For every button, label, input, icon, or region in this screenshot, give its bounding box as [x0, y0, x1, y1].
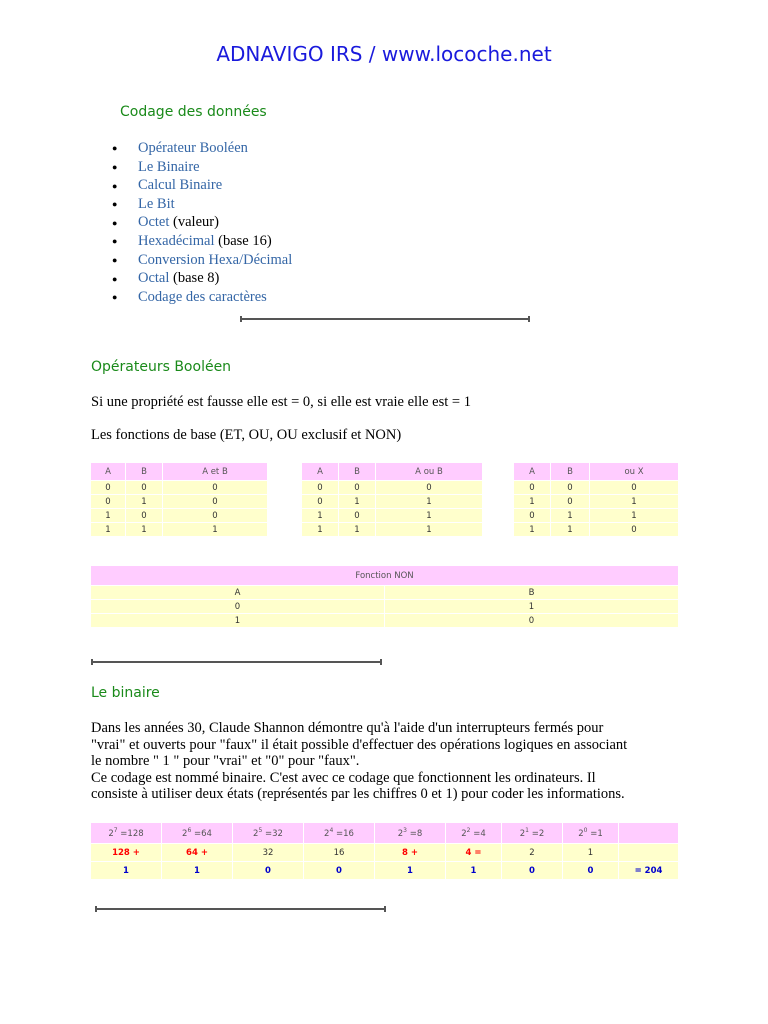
section-title-booleen: Opérateurs Booléen [91, 359, 232, 375]
value-cell: 1 [563, 844, 618, 861]
total-cell: = 204 [619, 862, 678, 879]
table-header: B [551, 463, 589, 480]
power-header: $2^6 =64$ [162, 823, 232, 843]
table-header: A [302, 463, 338, 480]
bullet-icon: ● [112, 292, 118, 303]
text-line: consiste à utiliser deux états (représentés par les chiffres 0 et 1) pour coder les informations. [91, 786, 625, 803]
table-cell: 0 [590, 481, 678, 494]
table-cell: 1 [514, 523, 550, 536]
toc-link-operateur-booleen[interactable]: Opérateur Booléen [138, 140, 248, 156]
table-cell: 1 [91, 523, 125, 536]
table-cell: 0 [339, 509, 375, 522]
value-cell: 2 [502, 844, 562, 861]
value-cell [619, 844, 678, 861]
table-cell: 0 [385, 614, 678, 627]
section-divider [91, 661, 382, 663]
table-header: A [91, 586, 384, 599]
table-cell: 0 [590, 523, 678, 536]
table-cell: 1 [590, 495, 678, 508]
table-et [90, 462, 268, 537]
text-line: Ce codage est nommé binaire. C'est avec ce codage que fonctionnent les ordinateurs. Il [91, 769, 596, 786]
table-cell: 1 [91, 509, 125, 522]
power-header: $2^2 =4$ [446, 823, 501, 843]
bit-cell: 1 [375, 862, 445, 879]
table-powers-of-two [90, 822, 679, 880]
table-cell: 1 [376, 523, 482, 536]
toc-item [112, 269, 292, 288]
toc-item [112, 232, 292, 251]
toc-list [112, 139, 292, 306]
power-header: $2^0 =1$ [563, 823, 618, 843]
table-header: B [126, 463, 162, 480]
toc-link-le-binaire[interactable]: Le Binaire [138, 158, 200, 175]
toc-item [112, 213, 292, 232]
toc-suffix: (base 16) [214, 232, 272, 249]
table-header: A ou B [376, 463, 482, 480]
table-cell: 1 [302, 523, 338, 536]
bullet-icon: ● [112, 143, 118, 154]
table-cell: 1 [91, 614, 384, 627]
bit-cell: 0 [304, 862, 374, 879]
toc-item [112, 176, 292, 195]
power-header: $2^3 =8$ [375, 823, 445, 843]
value-cell: 128 + [91, 844, 161, 861]
toc-item [112, 139, 292, 158]
table-cell: 0 [339, 481, 375, 494]
table-ou [301, 462, 483, 537]
power-header: $2^1 =2$ [502, 823, 562, 843]
table-cell: 1 [376, 509, 482, 522]
table-cell: 0 [302, 481, 338, 494]
power-header: $2^4 =16$ [304, 823, 374, 843]
table-cell: 1 [514, 495, 550, 508]
text-line: "vrai" et ouverts pour "faux" il était possible d'effectuer des opérations logiques en associant [91, 736, 628, 753]
bit-cell: 0 [502, 862, 562, 879]
table-header: A [514, 463, 550, 480]
bullet-icon: ● [112, 161, 118, 172]
table-cell: 0 [163, 495, 267, 508]
text-line: le nombre " 1 " pour "vrai" et "0" pour "faux". [91, 753, 360, 770]
toc-title: Codage des données [120, 104, 267, 120]
power-header-empty [619, 823, 678, 843]
table-cell: 1 [551, 523, 589, 536]
toc-link-octet[interactable]: Octet [138, 214, 170, 231]
table-cell: 1 [339, 495, 375, 508]
bullet-icon: ● [112, 273, 118, 284]
table-non [90, 565, 679, 628]
bit-cell: 0 [563, 862, 618, 879]
table-header: B [385, 586, 678, 599]
toc-link-calcul-binaire[interactable]: Calcul Binaire [138, 177, 223, 194]
value-cell: 4 = [446, 844, 501, 861]
table-cell: 0 [551, 481, 589, 494]
bullet-icon: ● [112, 236, 118, 247]
toc-item [112, 158, 292, 177]
table-ou-exclusif [513, 462, 679, 537]
table-header: B [339, 463, 375, 480]
site-title: ADNAVIGO IRS / www.locoche.net [216, 42, 552, 66]
value-cell: 8 + [375, 844, 445, 861]
boolean-functions: Les fonctions de base (ET, OU, OU exclusif et NON) [91, 427, 402, 443]
table-cell: 1 [126, 523, 162, 536]
toc-item [112, 288, 292, 307]
bit-cell: 0 [233, 862, 303, 879]
table-header: A [91, 463, 125, 480]
binaire-text [91, 720, 627, 803]
table-cell: 0 [514, 509, 550, 522]
table-cell: 0 [302, 495, 338, 508]
bullet-icon: ● [112, 254, 118, 265]
power-header: $2^7 =128$ [91, 823, 161, 843]
table-cell: 0 [91, 600, 384, 613]
bullet-icon: ● [112, 217, 118, 228]
toc-link-octal[interactable]: Octal [138, 270, 170, 287]
section-divider [95, 908, 386, 910]
table-cell: 0 [163, 481, 267, 494]
table-cell: 1 [126, 495, 162, 508]
table-cell: 0 [91, 495, 125, 508]
table-cell: 0 [551, 495, 589, 508]
table-cell: 1 [163, 523, 267, 536]
table-cell: 0 [376, 481, 482, 494]
table-cell: 0 [126, 481, 162, 494]
table-header: A et B [163, 463, 267, 480]
power-header: $2^5 =32$ [233, 823, 303, 843]
toc-suffix: (base 8) [169, 270, 220, 287]
toc-item [112, 195, 292, 214]
toc-link-conversion-hexa-decimal[interactable]: Conversion Hexa/Décimal [138, 251, 293, 268]
table-cell: 1 [376, 495, 482, 508]
value-cell: 32 [233, 844, 303, 861]
bit-cell: 1 [446, 862, 501, 879]
table-cell: 1 [551, 509, 589, 522]
toc-link-le-bit[interactable]: Le Bit [138, 195, 175, 212]
section-divider [240, 318, 530, 320]
toc-link-codage-des-caracteres[interactable]: Codage des caractères [138, 288, 267, 305]
value-cell: 64 + [162, 844, 232, 861]
table-header: ou X [590, 463, 678, 480]
table-cell: 0 [126, 509, 162, 522]
boolean-intro: Si une propriété est fausse elle est = 0, si elle est vraie elle est = 1 [91, 394, 471, 410]
table-cell: 0 [163, 509, 267, 522]
toc-item [112, 251, 292, 270]
value-cell: 16 [304, 844, 374, 861]
table-cell: 1 [302, 509, 338, 522]
table-title: Fonction NON [91, 566, 678, 585]
table-cell: 1 [385, 600, 678, 613]
table-cell: 0 [514, 481, 550, 494]
table-cell: 0 [91, 481, 125, 494]
table-cell: 1 [590, 509, 678, 522]
bit-cell: 1 [91, 862, 161, 879]
section-title-binaire: Le binaire [91, 685, 160, 701]
text-line: Dans les années 30, Claude Shannon démontre qu'à l'aide d'un interrupteurs fermés pour [91, 720, 604, 736]
table-cell: 1 [339, 523, 375, 536]
bullet-icon: ● [112, 199, 118, 210]
bit-cell: 1 [162, 862, 232, 879]
bullet-icon: ● [112, 180, 118, 191]
toc-suffix: (valeur) [169, 214, 219, 231]
toc-link-hexadecimal[interactable]: Hexadécimal [138, 232, 215, 249]
